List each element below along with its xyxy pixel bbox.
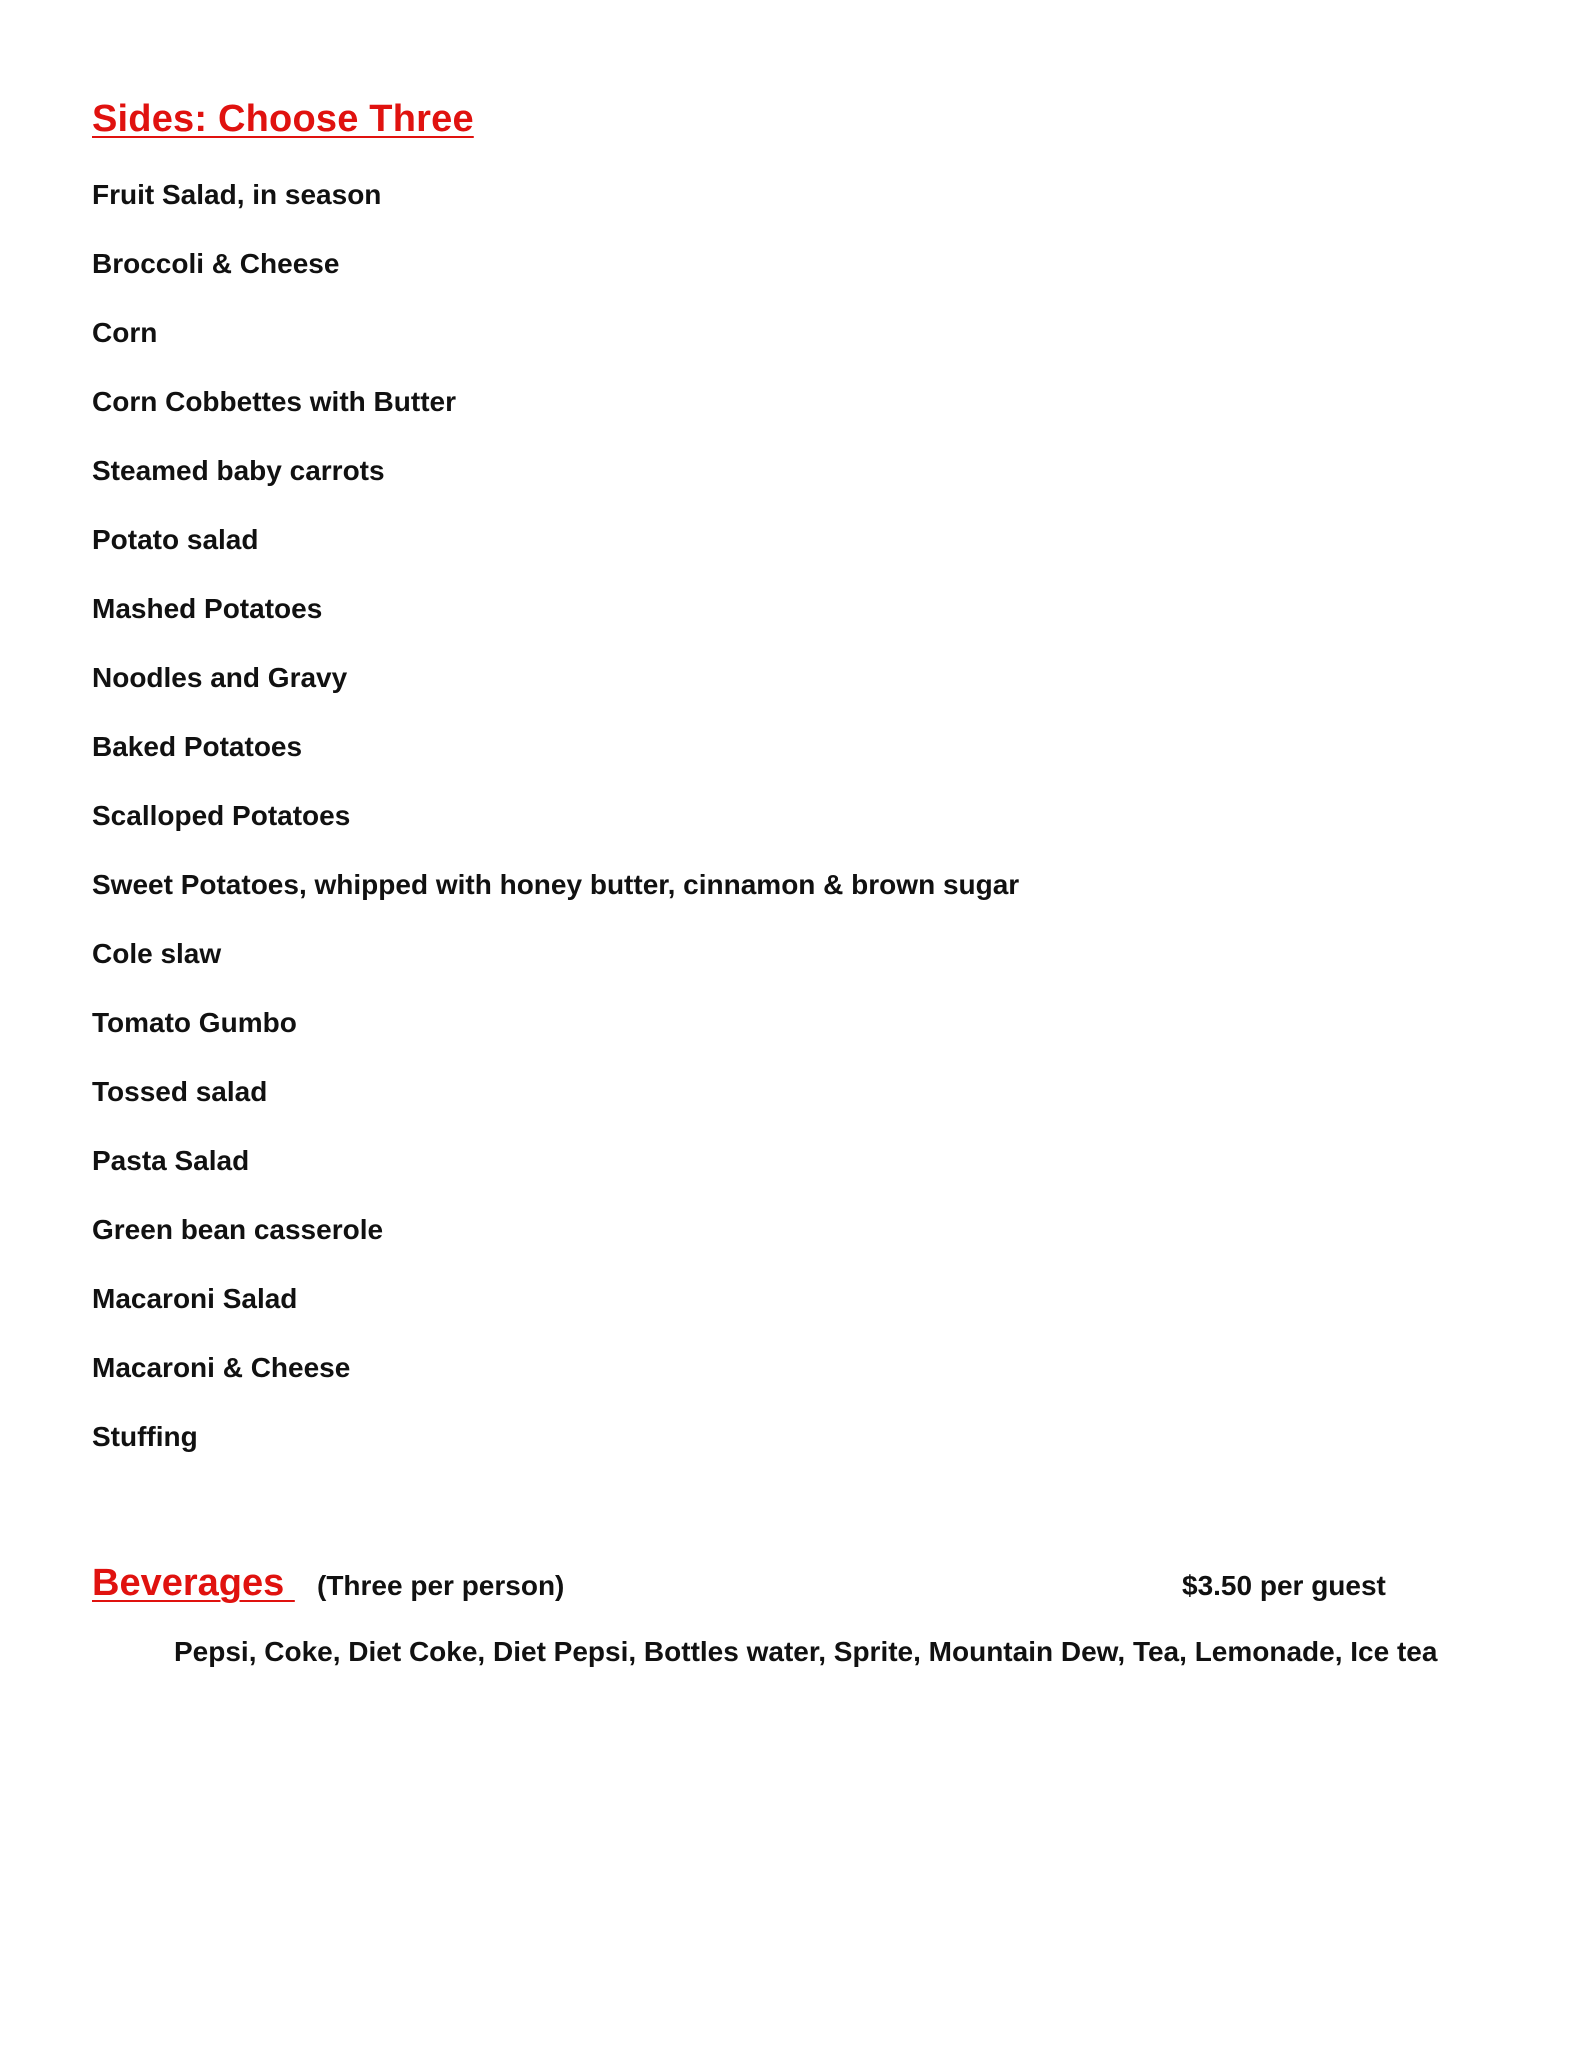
side-item: Steamed baby carrots bbox=[92, 455, 385, 486]
side-item: Baked Potatoes bbox=[92, 731, 303, 762]
side-item: Fruit Salad, in season bbox=[92, 179, 382, 210]
side-item: Sweet Potatoes, whipped with honey butter, cinnamon & brown sugar bbox=[92, 869, 1020, 900]
beverages-price: $3.50 per guest bbox=[1182, 1570, 1386, 1601]
side-item: Pasta Salad bbox=[92, 1145, 250, 1176]
side-item: Corn bbox=[92, 317, 158, 348]
side-item: Green bean casserole bbox=[92, 1214, 384, 1245]
side-item: Mashed Potatoes bbox=[92, 593, 323, 624]
side-item: Macaroni & Cheese bbox=[92, 1352, 351, 1383]
beverages-heading: Beverages bbox=[92, 1562, 295, 1604]
side-item: Corn Cobbettes with Butter bbox=[92, 386, 456, 417]
side-item: Macaroni Salad bbox=[92, 1283, 298, 1314]
sides-heading: Sides: Choose Three bbox=[92, 98, 474, 140]
side-item: Cole slaw bbox=[92, 938, 222, 969]
sides-list bbox=[92, 178, 1019, 1489]
beverages-list: Pepsi, Coke, Diet Coke, Diet Pepsi, Bottles water, Sprite, Mountain Dew, Tea, Lemonade, Ice tea bbox=[174, 1636, 1438, 1667]
side-item: Tossed salad bbox=[92, 1076, 268, 1107]
side-item: Noodles and Gravy bbox=[92, 662, 348, 693]
side-item: Stuffing bbox=[92, 1421, 198, 1452]
side-item: Scalloped Potatoes bbox=[92, 800, 351, 831]
side-item: Tomato Gumbo bbox=[92, 1007, 297, 1038]
side-item: Potato salad bbox=[92, 524, 259, 555]
beverages-note: (Three per person) bbox=[317, 1570, 565, 1601]
side-item: Broccoli & Cheese bbox=[92, 248, 340, 279]
